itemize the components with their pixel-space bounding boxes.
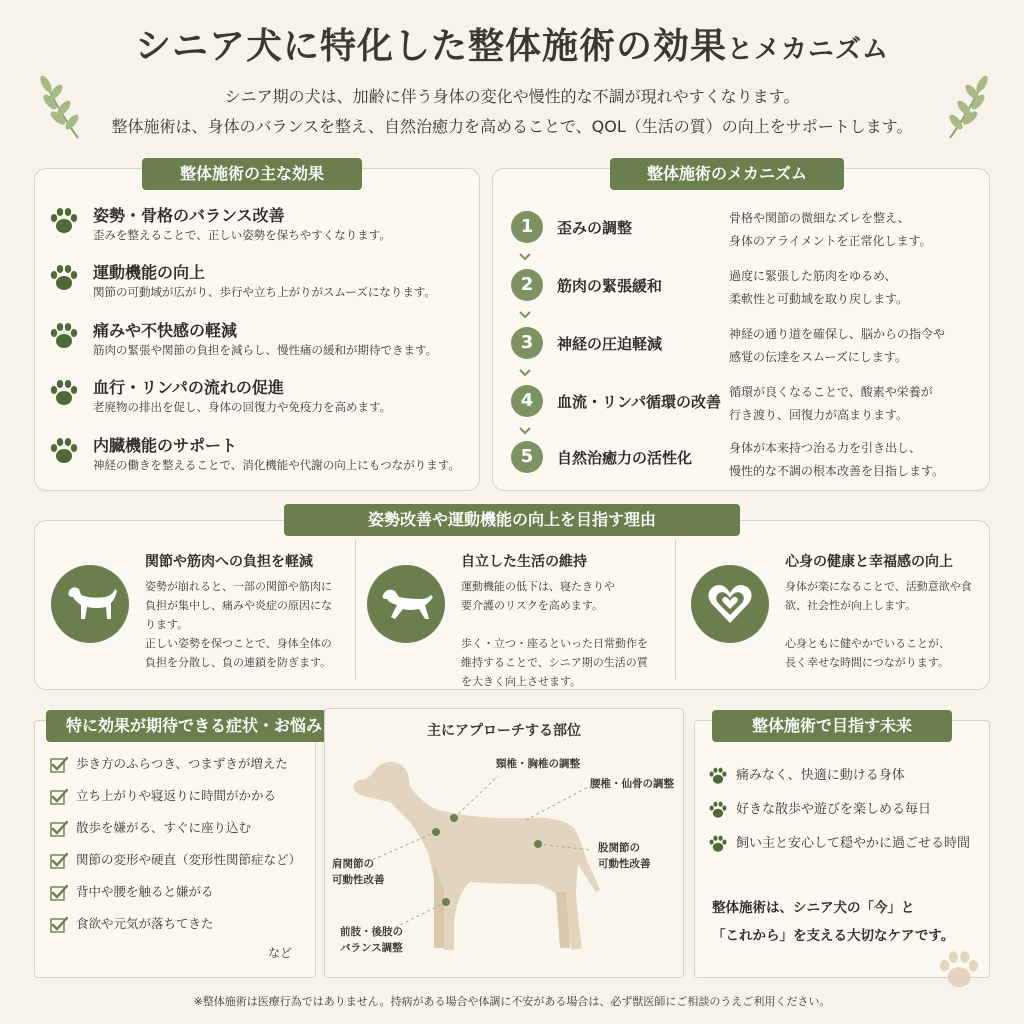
mechanism-step [507, 323, 987, 373]
future-item: 好きな散歩や遊びを楽しめる毎日 [708, 798, 931, 819]
future-label: 整体施術で目指す未来 [712, 710, 952, 742]
reason-item [35, 521, 355, 681]
intro-text [0, 82, 1024, 142]
dog-icon [61, 579, 119, 629]
parts-title: 主にアプローチする部位 [427, 723, 581, 739]
effect-desc: 関節の可動域が広がり、歩行や立ち上がりがスムーズになります。 [93, 285, 436, 299]
paw-icon [708, 767, 728, 785]
chevron-down-icon [519, 253, 531, 261]
effect-title: 血行・リンパの流れの促進 [93, 378, 284, 397]
reason-desc: 運動機能の低下は、寝たきりや 要介護のリスクを高めます。 歩く・立つ・座るといった日常動作を 維持することで、シニア期の生活の質 を大きく向上させます。 [461, 580, 648, 688]
symptom-item: 立ち上がりや寝返りに時間がかかる [50, 786, 276, 805]
paw-icon [49, 264, 79, 292]
part-label-lumbar: 腰椎・仙骨の調整 [590, 778, 674, 790]
heart-icon [705, 581, 755, 627]
check-icon [50, 789, 68, 805]
symptom-item: 食欲や元気が落ちてきた [50, 914, 213, 933]
reason-title: 自立した生活の維持 [461, 554, 587, 570]
effect-desc: 老廃物の排出を促し、身体の回復力や免疫力を高めます。 [93, 400, 392, 414]
symptoms-label: 特に効果が期待できる症状・お悩み [46, 710, 342, 742]
mechanism-step [507, 381, 987, 431]
effect-desc: 歪みを整えることで、正しい姿勢を保ちやすくなります。 [93, 228, 391, 242]
reasons-label: 姿勢改善や運動機能の向上を目指す理由 [284, 504, 740, 536]
effects-label: 整体施術の主な効果 [142, 158, 362, 190]
reason-item [355, 521, 675, 688]
reason-item [675, 521, 991, 681]
effect-title: 痛みや不快感の軽減 [93, 321, 238, 340]
mechanism-step [507, 207, 987, 257]
part-label-shoulder: 肩関節の 可動性改善 [332, 858, 385, 886]
step-number: 5 [511, 441, 543, 473]
part-label-neck: 頸椎・胸椎の調整 [496, 758, 580, 770]
intro-line-1: シニア期の犬は、加齢に伴う身体の変化や慢性的な不調が現れやすくなります。 [224, 87, 800, 106]
check-icon [50, 757, 68, 773]
future-closing-line-2: 「これから」を支える大切なケアです。 [712, 928, 955, 944]
page-title: シニア犬に特化した整体施術の効果とメカニズム [134, 25, 890, 67]
future-closing-line-1: 整体施術は、シニア犬の「今」と [712, 900, 915, 916]
reason-desc: 姿勢が崩れると、一部の関節や筋肉に 負担が集中し、痛みや炎症の原因にな ります。 正しい姿勢を保つことで、身体全体の 負担を分散し、負の連鎖を防ぎます。 [145, 580, 332, 669]
chevron-down-icon [519, 311, 531, 319]
mechanism-panel [492, 168, 990, 491]
mechanism-step [507, 437, 987, 487]
step-title: 神経の圧迫軽減 [557, 335, 663, 353]
effect-title: 内臓機能のサポート [93, 436, 238, 455]
check-icon [50, 821, 68, 837]
effect-title: 運動機能の向上 [93, 263, 206, 282]
symptom-item: 背中や腰を触ると嫌がる [50, 882, 214, 901]
symptom-item: 関節の変形や硬直（変形性関節症など） [50, 850, 301, 869]
step-number: 4 [511, 385, 543, 417]
symptoms-etc: など [268, 946, 293, 960]
footnote: ※整体施術は医療行為ではありません。持病がある場合や体調に不安がある場合は、必ず獣医師にご相談のうえご利用ください。 [193, 995, 831, 1008]
effect-desc: 神経の働きを整えることで、消化機能や代謝の向上にもつながります。 [93, 458, 460, 472]
paw-icon [708, 801, 728, 819]
chevron-down-icon [519, 369, 531, 377]
reason-title: 関節や筋肉への負担を軽減 [145, 554, 313, 570]
walking-dog-icon [377, 579, 435, 629]
mechanism-label: 整体施術のメカニズム [610, 158, 844, 190]
step-title: 血流・リンパ循環の改善 [557, 393, 721, 411]
check-icon [50, 853, 68, 869]
step-number: 3 [511, 327, 543, 359]
effects-panel [34, 168, 480, 491]
step-desc: 骨格や関節の微細なズレを整え、 身体のアライメントを正常化します。 [729, 211, 932, 248]
step-title: 筋肉の緊張緩和 [557, 277, 663, 295]
effect-title: 姿勢・骨格のバランス改善 [93, 206, 285, 225]
future-closing [712, 894, 954, 950]
paw-icon [49, 379, 79, 407]
step-desc: 身体が本来持つ治る力を引き出し、 慢性的な不調の根本改善を目指します。 [729, 441, 945, 478]
step-title: 歪みの調整 [557, 219, 633, 237]
part-label-hip: 股関節の 可動性改善 [598, 842, 651, 870]
step-desc: 過度に緊張した筋肉をゆるめ、 柔軟性と可動域を取り戻します。 [729, 269, 909, 306]
paw-icon [49, 437, 79, 465]
chevron-down-icon [519, 427, 531, 435]
step-number: 1 [511, 211, 543, 243]
paw-icon [49, 207, 79, 235]
step-title: 自然治癒力の活性化 [557, 449, 693, 467]
check-icon [50, 885, 68, 901]
effect-desc: 筋肉の緊張や関節の負担を減らし、慢性痛の緩和が期待できます。 [93, 343, 438, 357]
future-item: 飼い主と安心して穏やかに過ごせる時間 [708, 832, 970, 853]
reason-desc: 身体が楽になることで、活動意欲や食 欲、社会性が向上します。 心身ともに健やかでいることが、 長く幸せな時間につながります。 [785, 580, 972, 669]
step-number: 2 [511, 269, 543, 301]
mechanism-step [507, 265, 987, 315]
reasons-panel [34, 520, 990, 690]
paw-print-icon [936, 950, 982, 990]
check-icon [50, 917, 68, 933]
reason-title: 心身の健康と幸福感の向上 [785, 554, 953, 570]
paw-icon [49, 322, 79, 350]
part-label-limbs: 前肢・後肢の バランス調整 [340, 926, 403, 954]
future-item: 痛みなく、快適に動ける身体 [708, 764, 905, 785]
step-desc: 神経の通り道を確保し、脳からの指令や 感覚の伝達をスムーズにします。 [729, 327, 946, 364]
intro-line-2: 整体施術は、身体のバランスを整え、自然治癒力を高めることで、QOL（生活の質）の向上をサポートします。 [111, 117, 913, 136]
step-desc: 循環が良くなることで、酸素や栄養が 行き渡り、回復力が高まります。 [729, 385, 933, 422]
paw-icon [708, 835, 728, 853]
symptom-item: 散歩を嫌がる、すぐに座り込む [50, 818, 251, 837]
symptom-item: 歩き方のふらつき、つまずきが増えた [50, 754, 288, 773]
